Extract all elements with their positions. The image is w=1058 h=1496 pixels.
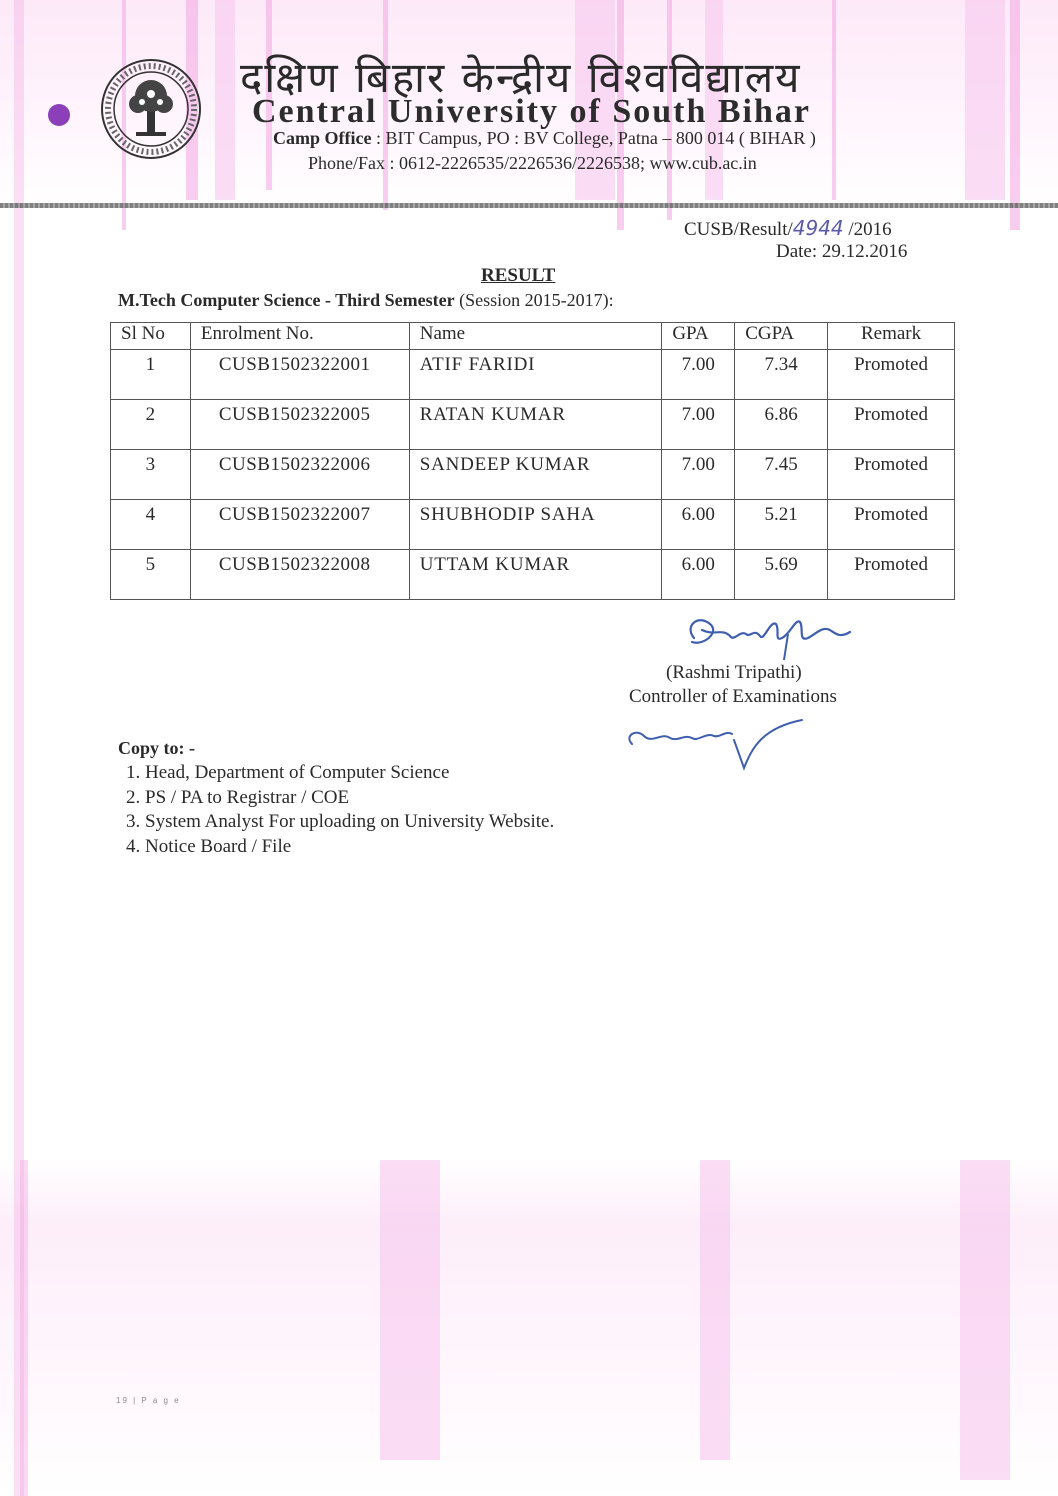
cgpa-cell: 7.34: [735, 350, 828, 400]
list-item: 4. Notice Board / File: [126, 835, 292, 857]
university-seal-logo: [100, 58, 202, 160]
column-header: Name: [409, 323, 662, 350]
remark-cell: Promoted: [828, 350, 955, 400]
remark-cell: Promoted: [828, 400, 955, 450]
gpa-cell: 7.00: [662, 350, 735, 400]
enrolment-cell: CUSB1502322001: [190, 350, 409, 400]
enrolment-cell: CUSB1502322008: [190, 550, 409, 600]
list-item: 3. System Analyst For uploading on University Website.: [126, 811, 555, 832]
cgpa-cell: 7.45: [735, 450, 828, 500]
university-name-hindi: दक्षिण बिहार केन्द्रीय विश्वविद्यालय: [240, 53, 802, 102]
column-header: Remark: [828, 323, 955, 350]
scan-streak: [1010, 0, 1020, 230]
column-header: Enrolment No.: [190, 323, 409, 350]
remark-cell: Promoted: [828, 550, 955, 600]
reference-number: [684, 216, 892, 241]
signatory-designation: Controller of Examinations: [629, 686, 837, 707]
gpa-cell: 7.00: [662, 450, 735, 500]
program-name: M.Tech Computer Science - Third Semester: [118, 290, 455, 310]
sl-no-cell: 3: [111, 450, 191, 500]
name-cell: UTTAM KUMAR: [409, 550, 662, 600]
university-name-english: Central University of South Bihar: [252, 93, 811, 130]
reference-suffix: /2016: [843, 219, 892, 240]
enrolment-cell: CUSB1502322006: [190, 450, 409, 500]
scan-streak: [380, 1160, 440, 1460]
phone-fax-line: Phone/Fax : 0612-2226535/2226536/2226538; www.cub.ac.in: [308, 153, 757, 173]
signatory-name: (Rashmi Tripathi): [666, 662, 802, 683]
name-cell: RATAN KUMAR: [409, 400, 662, 450]
table-header-row: [111, 323, 955, 350]
program-line: [118, 290, 614, 311]
list-item: 1. Head, Department of Computer Science: [126, 762, 450, 783]
sl-no-cell: 5: [111, 550, 191, 600]
result-title: RESULT: [481, 265, 556, 286]
table-row: [111, 400, 955, 450]
name-cell: SANDEEP KUMAR: [409, 450, 662, 500]
table-row: [111, 450, 955, 500]
header-rule: [0, 203, 1058, 208]
remark-cell: Promoted: [828, 500, 955, 550]
table-row: [111, 550, 955, 600]
gpa-cell: 6.00: [662, 550, 735, 600]
scan-tint-bottom: [0, 1158, 1058, 1496]
issue-date: Date: 29.12.2016: [776, 241, 908, 262]
copy-to-list: [126, 762, 554, 860]
gpa-cell: 6.00: [662, 500, 735, 550]
result-table: [110, 322, 955, 600]
session: (Session 2015-2017):: [454, 290, 614, 310]
table-row: [111, 500, 955, 550]
enrolment-cell: CUSB1502322007: [190, 500, 409, 550]
scan-streak: [700, 1160, 730, 1460]
reference-handwritten-number: 4944: [792, 216, 844, 240]
sl-no-cell: 2: [111, 400, 191, 450]
column-header: Sl No: [111, 323, 191, 350]
name-cell: ATIF FARIDI: [409, 350, 662, 400]
scan-streak: [215, 0, 235, 200]
purple-dot: [48, 104, 70, 126]
table-row: [111, 350, 955, 400]
cgpa-cell: 5.21: [735, 500, 828, 550]
name-cell: SHUBHODIP SAHA: [409, 500, 662, 550]
page-marker: 19 | P a g e: [116, 1396, 181, 1405]
sl-no-cell: 1: [111, 350, 191, 400]
remark-cell: Promoted: [828, 450, 955, 500]
cgpa-cell: 5.69: [735, 550, 828, 600]
camp-office-label: Camp Office: [273, 128, 372, 148]
column-header: CGPA: [735, 323, 828, 350]
scan-streak: [960, 1160, 1010, 1480]
controller-signature: [680, 608, 860, 664]
camp-office-line: [273, 128, 816, 149]
gpa-cell: 7.00: [662, 400, 735, 450]
sl-no-cell: 4: [111, 500, 191, 550]
column-header: GPA: [662, 323, 735, 350]
cgpa-cell: 6.86: [735, 400, 828, 450]
copy-to-heading: Copy to: -: [118, 738, 195, 758]
list-item: 2. PS / PA to Registrar / COE: [126, 786, 350, 808]
reference-prefix: CUSB/Result/: [684, 219, 793, 240]
scan-streak: [20, 1160, 28, 1496]
enrolment-cell: CUSB1502322005: [190, 400, 409, 450]
initials-signature: [622, 708, 812, 778]
camp-office-address: : BIT Campus, PO : BV College, Patna – 800 014 ( BIHAR ): [371, 128, 816, 148]
